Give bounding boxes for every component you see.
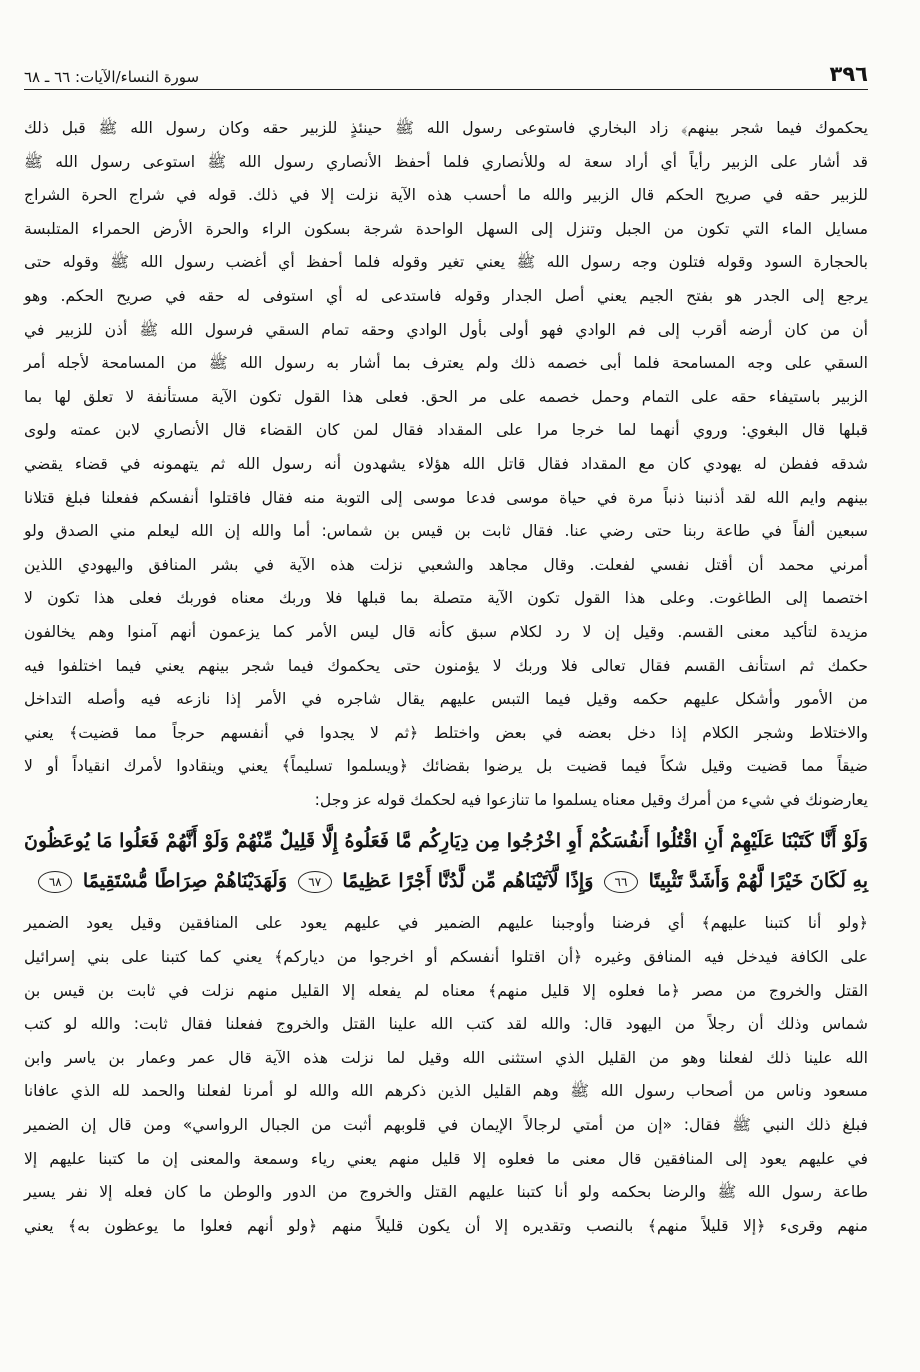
text-line: طاعة رسول الله ﷺ والرضا بحكمه ولو أنا كتبنا عليهم القتل والخروج من الدور والوطن ما كان فعله إلا نفر يسير (24, 1183, 868, 1202)
text-line: شماس وذلك أن رجلاً من اليهود قال: والله لقد كتب الله علينا القتل والخروج ففعلنا فقال ثابت: والله لو كتب (24, 1015, 868, 1034)
text-line: بينهم وايم الله لقد أذنبنا ذنباً مرة في حياة موسى فدعا موسى إلى التوبة منه فقال فاقتلوا أنفسكم ففعلنا فبلغ قتلانا (24, 488, 868, 507)
text-line: شدقه ففطن له يهودي كان مع المقداد فقال قاتل الله هؤلاء يشهدون أنه رسول الله ثم يتهمونه في قضاء يقضي (24, 454, 868, 473)
quran-verses (24, 821, 868, 901)
text-line: مسايل الماء التي تكون من الجبل وتنزل إلى السهل الواحدة شرجة بسكون الراء والحرة الأرض الحمراء المتلبسة (24, 219, 868, 238)
text-line: قبلها قال البغوي: وروي أنهما لما خرجا مرا على المقداد فقال لمن كان القضاء قال الأنصاري لابن عمته ولوى (24, 421, 868, 440)
text-line: ﴿ولو أنا كتبنا عليهم﴾ أي فرضنا وأوجبنا عليهم الضمير في عليهم يعود على المنافقين وقيل يعود الضمير (24, 914, 868, 933)
text-line: يعارضونك في شيء من أمرك وقيل معناه يسلموا ما تنازعوا فيه لحكمك قوله عز وجل: (314, 790, 868, 809)
page-number: ٣٩٦ (829, 62, 868, 86)
text-line: بالحجارة السود وقوله فتلون وجه رسول الله ﷺ يعني تغير وقوله فلما أحفظ أي أغضب رسول الله ﷺ وقوله حتى (24, 253, 868, 272)
running-title: سورة النساء/الآيات: ٦٦ ـ ٦٨ (24, 68, 200, 86)
text-line: من الأمور وأشكل عليهم حكمه وقيل فيما التبس عليهم يقال شاجره في الأمر إذا نازعه فيه وأصله التداخل (24, 690, 868, 709)
verse-number-marker: ٦٦ (604, 871, 638, 893)
text-line: منهم وقرىء ﴿إلا قليلاً منهم﴾ بالنصب وتقديره إلا أن يكون قليلاً منهم ﴿ولو أنهم فعلوا ما يوعظون به﴾ يعني (24, 1216, 868, 1235)
text-line: الله علينا ذلك لفعلنا وهو من القليل الذي استثنى الله وقيل لما نزلت هذه الآية قال عمر وعمار بن ياسر وابن (24, 1048, 868, 1067)
commentary-lower (24, 907, 868, 1243)
text-line: السقي على وجه المسامحة فلما أبى خصمه ذلك ولم يعترف بما أشار به رسول الله ﷺ من المسامحة لأجله أمر (24, 354, 868, 373)
text-line: يحكموك فيما شجر بينهم﴾ زاد البخاري فاستوعى رسول الله ﷺ حينئذٍ للزبير حقه وكان رسول الله ﷺ قبل ذلك (24, 119, 868, 137)
text-line: مسعود وناس من أصحاب رسول الله ﷺ وهم القليل الذين ذكرهم الله والله لو أمرنا لفعلنا والحمد لله الذي عافانا (24, 1082, 868, 1101)
quran-verse-67: وَإِذًا لَّآتَيْنَاهُم مِّن لَّدُنَّا أَجْرًا عَظِيمًا (342, 870, 594, 893)
text-line: على الكافة فيدخل فيه المنافق وغيره ﴿أن اقتلوا أنفسكم أو اخرجوا من دياركم﴾ يعني كما كتبنا على بني إسرائيل (24, 948, 868, 967)
text-line: أمرني محمد أن أقتل نفسي لفعلت. وقال مجاهد والشعبي نزلت هذه الآية في بشر المنافق واليهودي اللذين (24, 555, 868, 574)
verse-number-marker: ٦٧ (298, 871, 332, 893)
text-line: حكمك ثم استأنف القسم فقال تعالى فلا وربك لا يؤمنون حتى يحكموك فيما شجر بينهم يعني فيما اختلفوا فيه (24, 656, 868, 675)
text-line: ضيقاً مما قضيت وقيل شكاً فيما قضيت بل يرضوا بقضائك ﴿ويسلموا تسليماً﴾ يعني وينقادوا لأمرك انقياداً أو لا (24, 757, 868, 776)
quran-verse-68: وَلَهَدَيْنَاهُمْ صِرَاطًا مُّسْتَقِيمًا (82, 870, 288, 893)
text-line: في عليهم يعود إلى المنافقين قال معنى ما فعلوه إلا قليل منهم يعني رياء وسمعة والمعنى إن ما كتبنا عليهم إلا (24, 1149, 868, 1168)
text-line: الزبير باستيفاء حقه على التمام وحمل خصمه على مر الحق. فعلى هذا القول تكون الآية مستأنفة لا تعلق لها بما (24, 387, 868, 406)
text-line: مزيدة لتأكيد معنى القسم. وقيل إن لا رد لكلام سبق كأنه قال ليس الأمر كما يزعمون أنهم آمنوا وهم يخالفون (24, 622, 868, 641)
commentary-upper (24, 112, 868, 817)
quran-verse-66: وَلَوْ أَنَّا كَتَبْنَا عَلَيْهِمْ أَنِ اقْتُلُوا أَنفُسَكُمْ أَوِ اخْرُجُوا مِن دِيَارِكُم مَّا فَعَلُوهُ إِلَّا قَلِيلٌ مِّنْهُمْ وَلَوْ أَنَّهُمْ فَعَلُوا مَا يُوعَظُونَ بِهِ لَكَانَ خَيْرًا لَّهُمْ وَأَشَدَّ تَثْبِيتًا (24, 830, 868, 893)
page-body (24, 112, 868, 1243)
text-line: سبعين ألفاً في طاعة ربنا حتى رضي عنا. فقال ثابت بن قيس بن شماس: أما والله إن الله ليعلم مني الصدق ولو (24, 522, 868, 541)
text-line: القتل والخروج من مصر ﴿ما فعلوه إلا قليل منهم﴾ معناه لم يفعله إلا القليل منهم نزلت في ثابت بن قيس بن (24, 981, 868, 1000)
text-line: اختصما إلى الطاغوت. وعلى هذا القول تكون الآية متصلة بما قبلها فلا وربك معناه فوربك فعلى هذا تكون لا (24, 589, 868, 608)
text-line: والاختلاط وشجر الكلام إذا دخل بعضه في بعض واختلط ﴿ثم لا يجدوا في أنفسهم حرجاً مما قضيت﴾ يعني (24, 723, 868, 742)
text-line: للزبير حقه في صريح الحكم قال الزبير والله ما أحسب هذه الآية نزلت إلا في ذلك. قوله في شراج الحرة الشراج (24, 186, 868, 205)
verse-number-marker: ٦٨ (38, 871, 72, 893)
page-header (24, 58, 868, 90)
text-line: أن من كان أرضه أقرب إلى فم الوادي فهو أولى بأول الوادي وحقه تمام السقي فرسول الله ﷺ أذن للزبير في (24, 320, 868, 339)
text-line: قد أشار على الزبير رأياً أي أراد سعة له وللأنصاري فلما أحفظ الأنصاري رسول الله ﷺ استوعى رسول الله ﷺ (24, 152, 868, 171)
text-line: فبلغ ذلك النبي ﷺ فقال: «إن من أمتي لرجالاً الإيمان في قلوبهم أثبت من الجبال الرواسي» ومن قال إن الضمير (24, 1116, 868, 1135)
text-line: يرجع إلى الجدر هو بفتح الجيم يعني أصل الجدار وقوله فاستدعى له أي استوفى له حقه في صريح الحكم. وهو (24, 286, 868, 305)
